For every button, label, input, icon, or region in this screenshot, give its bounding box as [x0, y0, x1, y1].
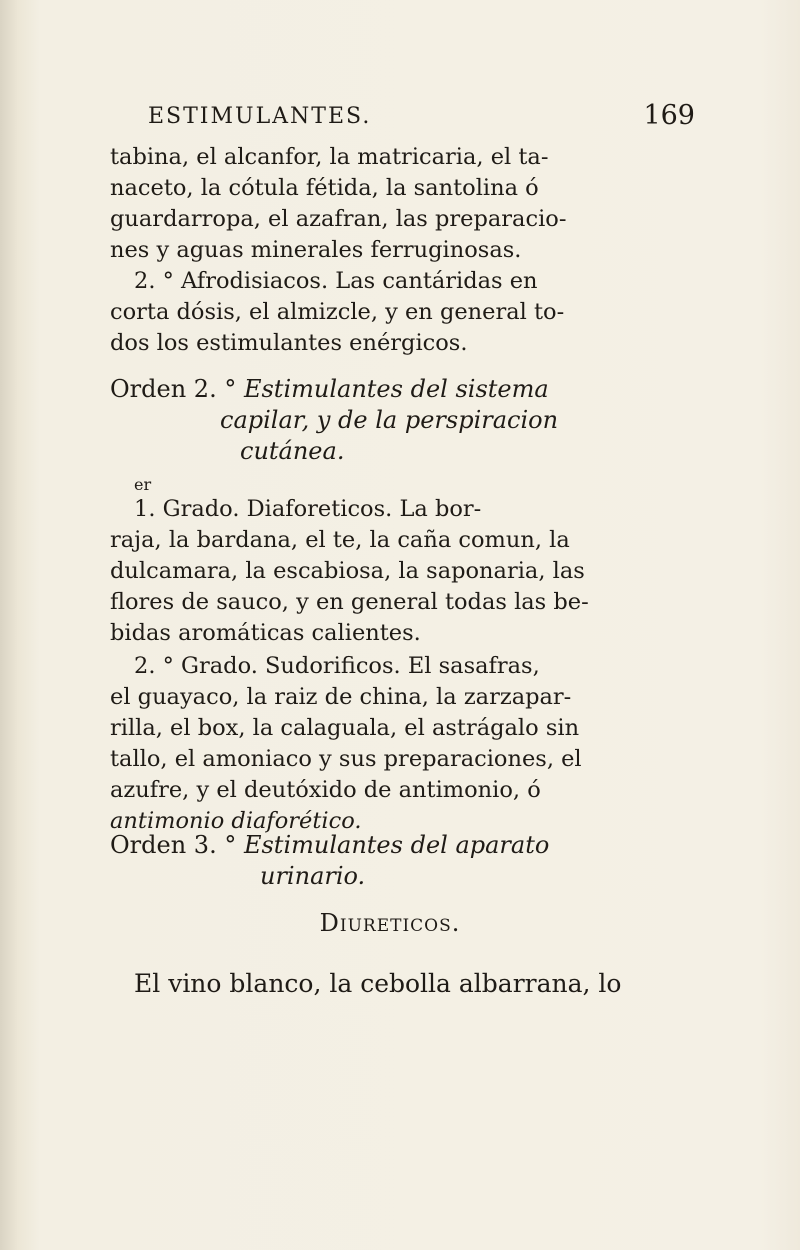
subheading-text: Diureticos. — [319, 909, 461, 937]
paragraph-continuation — [110, 142, 750, 266]
text-line: antimonio diaforético. — [110, 808, 362, 834]
text-line: bidas aromáticas calientes. — [110, 620, 421, 646]
heading-line — [110, 374, 750, 405]
paragraph-diureticos — [110, 968, 750, 999]
paragraph-afrodisiacos — [110, 266, 750, 359]
text-line: tallo, el amoniaco y sus preparaciones, el — [110, 746, 582, 772]
heading-line: capilar, y de la perspiracion — [220, 406, 559, 434]
text-line: nes y aguas minerales ferruginosas. — [110, 237, 522, 263]
heading-line — [110, 830, 750, 861]
paragraph-diaforeticos — [110, 476, 750, 649]
heading-title: Estimulantes del aparato — [243, 831, 550, 859]
text-line: rilla, el box, la calaguala, el astrágalo sin — [110, 715, 580, 741]
text-line: naceto, la cótula fétida, la santolina ó — [110, 175, 539, 201]
heading-line: cutánea. — [240, 437, 345, 465]
heading-label: Orden 2. ° — [110, 375, 237, 403]
section-heading-orden-2 — [110, 374, 750, 467]
running-head-title: ESTIMULANTES. — [148, 104, 372, 129]
text-line: dos los estimulantes enérgicos. — [110, 330, 468, 356]
text-line: guardarropa, el azafran, las preparacio- — [110, 206, 567, 232]
text-line: El vino blanco, la cebolla albarrana, lo — [134, 969, 622, 998]
paragraph-sudorificos — [110, 651, 750, 837]
ordinal-superscript: er — [134, 475, 152, 494]
text-line: azufre, y el deutóxido de antimonio, ó — [110, 777, 541, 803]
subheading-diureticos — [110, 908, 670, 939]
text-line: corta dósis, el almizcle, y en general to- — [110, 299, 565, 325]
section-heading-orden-3 — [110, 830, 750, 892]
text-line: dulcamara, la escabiosa, la saponaria, las — [110, 558, 585, 584]
text-line: 2. ° Afrodisiacos. Las cantáridas en — [134, 268, 538, 294]
text-line: 1. Grado. Diaforeticos. La bor- — [134, 496, 482, 522]
text-line: 2. ° Grado. Sudorificos. El sasafras, — [134, 653, 540, 679]
text-line: flores de sauco, y en general todas las be- — [110, 589, 589, 615]
text-line: raja, la bardana, el te, la caña comun, la — [110, 527, 570, 553]
page-number: 169 — [643, 100, 695, 131]
heading-label: Orden 3. ° — [110, 831, 237, 859]
heading-line: urinario. — [260, 862, 366, 890]
heading-title: Estimulantes del sistema — [243, 375, 549, 403]
text-line: tabina, el alcanfor, la matricaria, el ta- — [110, 144, 549, 170]
text-line: el guayaco, la raiz de china, la zarzapar- — [110, 684, 572, 710]
